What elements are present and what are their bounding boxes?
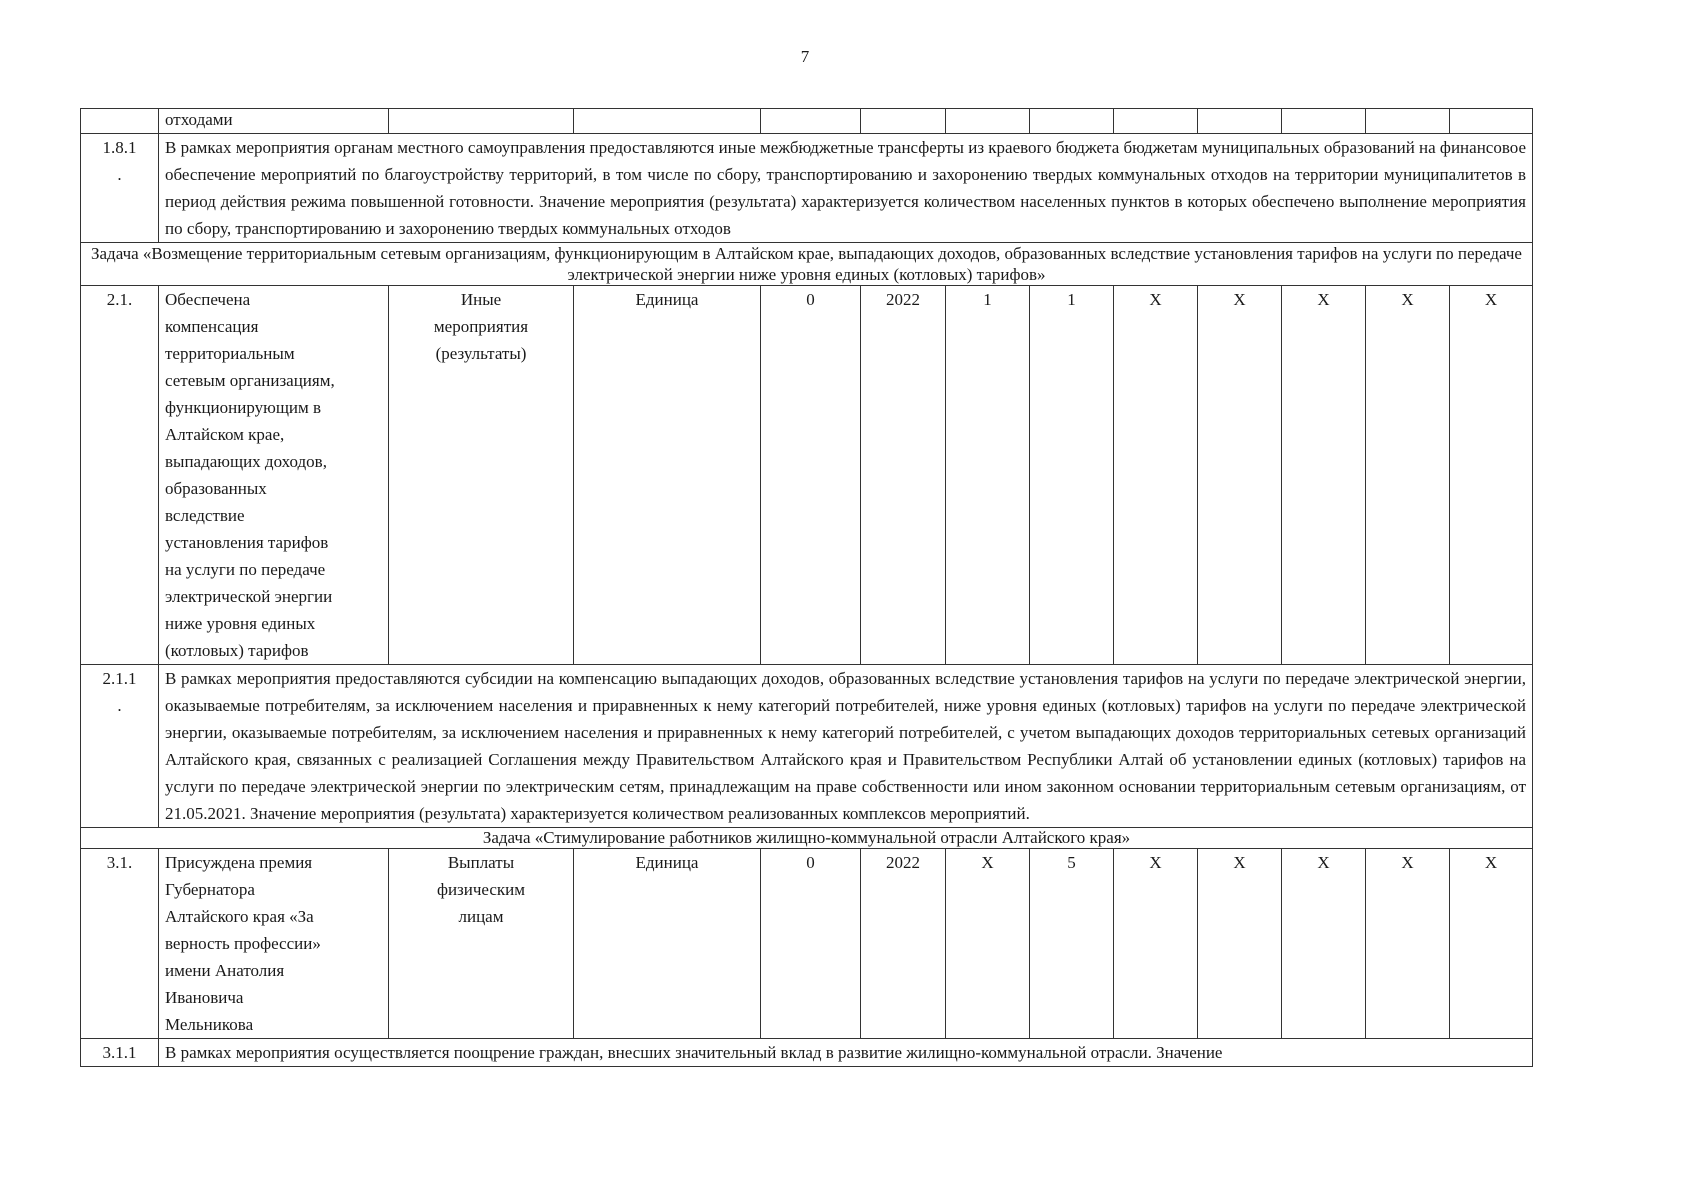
cell-type: Выплаты физическим лицам: [389, 849, 574, 1039]
cell-year: 2022: [861, 286, 946, 665]
row-number: 2.1.: [81, 286, 159, 665]
cell-value: X: [1366, 849, 1450, 1039]
measure-description: В рамках мероприятия органам местного самоуправления предоставляются иные межбюджетные трансферты из краевого бюджета бюджетам муниципальных образований на финансовое обеспечение мероприятий по благоустройству территорий, в том числе по сбору, транспортированию и захоронению твердых коммунальных отходов на территории муниципалитетов в период действия режима повышенной готовности. Значение мероприятия (результата) характеризуется количеством населенных пунктов в которых обеспечено выполнение мероприятия по сбору, транспортированию и захоронению твердых коммунальных отходов: [159, 134, 1533, 243]
cell-value: X: [1282, 286, 1366, 665]
page-number: 7: [800, 47, 810, 66]
cell-unit: Единица: [574, 286, 761, 665]
measures-table: [80, 108, 1533, 1067]
task-row: [81, 828, 1533, 849]
measure-description: В рамках мероприятия предоставляются субсидии на компенсацию выпадающих доходов, образованных вследствие установления тарифов на услуги по передаче электрической энергии, оказываемые потребителям, за исключением населения и приравненных к нему категорий потребителей, ниже уровня единых (котловых) тарифов на услуги по передаче электрической энергии, оказываемые потребителям, за исключением населения и приравненных к нему категорий потребителей, с учетом выпадающих доходов территориальных сетевых организаций Алтайского края, связанных с реализацией Соглашения между Правительством Алтайского края и Правительством Республики Алтай об установлении единых (котловых) тарифов на услуги по передаче электрической энергии по электрическим сетям, принадлежащим на праве собственности или ином законном основании территориальным сетевым организациям, от 21.05.2021. Значение мероприятия (результата) характеризуется количеством реализованных комплексов мероприятий.: [159, 665, 1533, 828]
row-number: 2.1.1 .: [81, 665, 159, 828]
row-number: 3.1.1: [81, 1039, 159, 1067]
cell-type: Иные мероприятия (результаты): [389, 286, 574, 665]
table-row: [81, 286, 1533, 665]
cell-value: X: [1114, 849, 1198, 1039]
row-number: 3.1.: [81, 849, 159, 1039]
table-row: [81, 1039, 1533, 1067]
table-row: [81, 849, 1533, 1039]
table-row: [81, 665, 1533, 828]
task-heading: Задача «Стимулирование работников жилищно-коммунальной отрасли Алтайского края»: [81, 828, 1533, 849]
cell-value: X: [1198, 849, 1282, 1039]
cell-value: X: [1198, 286, 1282, 665]
cell-value: 5: [1030, 849, 1114, 1039]
cell-value: X: [1450, 286, 1533, 665]
cell-unit: Единица: [574, 849, 761, 1039]
task-heading: Задача «Возмещение территориальным сетевым организациям, функционирующим в Алтайском крае, выпадающих доходов, образованных вследствие установления тарифов на услуги по передаче электрической энергии ниже уровня единых (котловых) тарифов»: [81, 243, 1533, 286]
cell-value: 1: [946, 286, 1030, 665]
cell-value: X: [946, 849, 1030, 1039]
cell-name: отходами: [159, 109, 389, 134]
cell-value: X: [1366, 286, 1450, 665]
measure-description: В рамках мероприятия осуществляется поощрение граждан, внесших значительный вклад в развитие жилищно-коммунальной отрасли. Значение: [159, 1039, 1533, 1067]
cell-base-value: 0: [761, 849, 861, 1039]
cell-value: X: [1282, 849, 1366, 1039]
cell-value: X: [1114, 286, 1198, 665]
row-number: 1.8.1 .: [81, 134, 159, 243]
task-row: [81, 243, 1533, 286]
cell-name: Обеспечена компенсация территориальным сетевым организациям, функционирующим в Алтайском крае, выпадающих доходов, образованных вследствие установления тарифов на услуги по передаче электрической энергии ниже уровня единых (котловых) тарифов: [159, 286, 389, 665]
table-row: [81, 109, 1533, 134]
cell-year: 2022: [861, 849, 946, 1039]
cell-value: 1: [1030, 286, 1114, 665]
cell-base-value: 0: [761, 286, 861, 665]
cell-name: Присуждена премия Губернатора Алтайского края «За верность профессии» имени Анатолия Ивановича Мельникова: [159, 849, 389, 1039]
table-row: [81, 134, 1533, 243]
cell-value: X: [1450, 849, 1533, 1039]
